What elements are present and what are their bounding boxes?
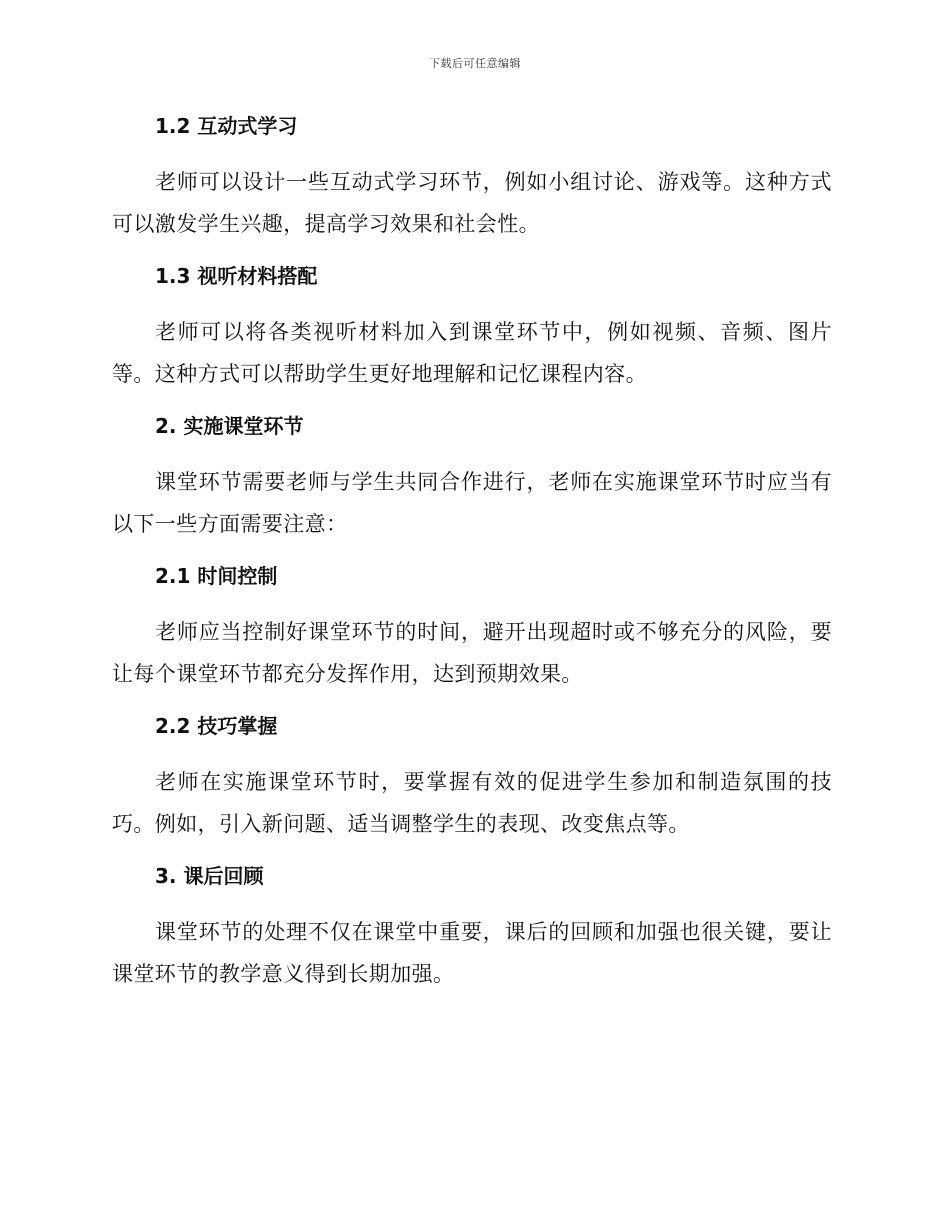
document-body [112,108,832,1008]
section-paragraph: 课堂环节的处理不仅在课堂中重要，课后的回顾和加强也很关键，要让课堂环节的教学意义得到长期加强。 [112,920,832,986]
section-heading: 1.2 互动式学习 [155,114,298,138]
page-header: 下载后可任意编辑 [429,57,521,70]
section-heading: 2. 实施课堂环节 [155,414,304,438]
section-heading: 2.2 技巧掌握 [155,714,278,738]
section-heading: 1.3 视听材料搭配 [155,264,318,288]
section-paragraph: 老师可以将各类视听材料加入到课堂环节中，例如视频、音频、图片等。这种方式可以帮助学生更好地理解和记忆课程内容。 [112,320,832,386]
section-paragraph: 课堂环节需要老师与学生共同合作进行，老师在实施课堂环节时应当有以下一些方面需要注意： [112,470,832,536]
section-paragraph: 老师在实施课堂环节时，要掌握有效的促进学生参加和制造氛围的技巧。例如，引入新问题、适当调整学生的表现、改变焦点等。 [112,770,832,836]
section-paragraph: 老师应当控制好课堂环节的时间，避开出现超时或不够充分的风险，要让每个课堂环节都充分发挥作用，达到预期效果。 [112,620,832,686]
section-heading: 2.1 时间控制 [155,564,278,588]
section-paragraph: 老师可以设计一些互动式学习环节，例如小组讨论、游戏等。这种方式可以激发学生兴趣，提高学习效果和社会性。 [112,170,832,236]
section-heading: 3. 课后回顾 [155,864,264,888]
